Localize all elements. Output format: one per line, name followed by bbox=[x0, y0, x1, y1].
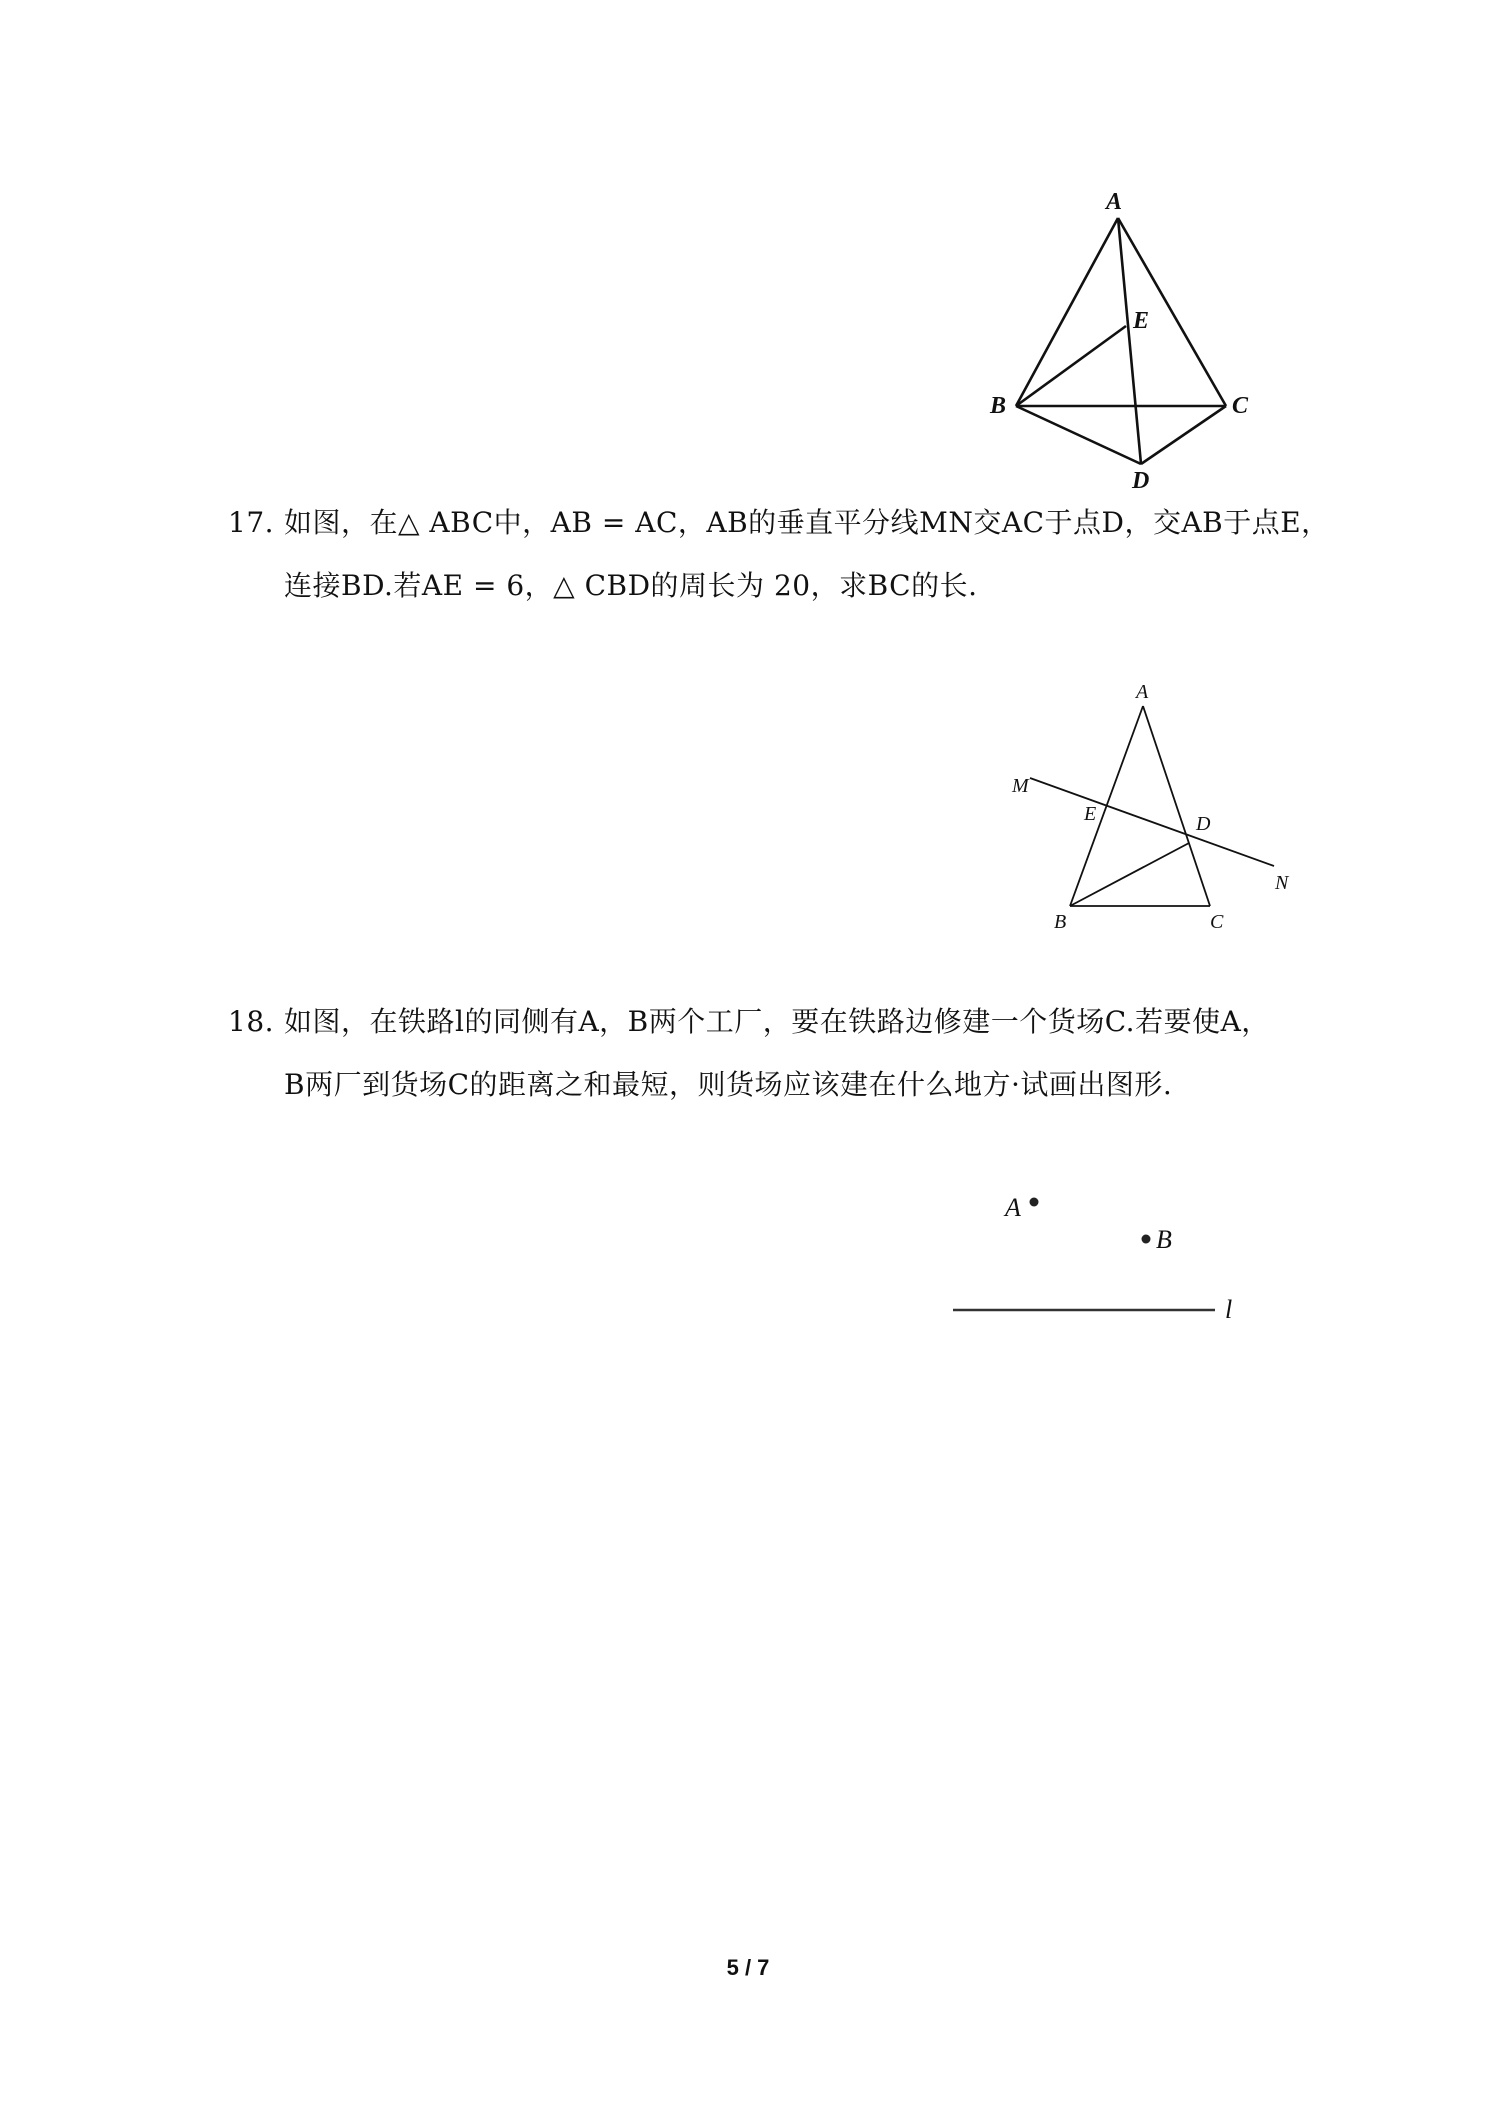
figure-triangle-abcd bbox=[970, 180, 1290, 500]
point-a bbox=[1030, 1198, 1039, 1207]
segment-ad bbox=[1118, 218, 1141, 464]
figure-railway-svg bbox=[945, 1180, 1265, 1340]
segment-cd bbox=[1141, 406, 1226, 464]
point-b bbox=[1142, 1235, 1151, 1244]
figure-triangle-abcd-svg bbox=[970, 180, 1290, 500]
label-c: C bbox=[1210, 911, 1224, 933]
segment-ab bbox=[1016, 218, 1118, 406]
segment-bd bbox=[1016, 406, 1141, 464]
label-d: D bbox=[1196, 813, 1211, 835]
label-b: B bbox=[990, 393, 1007, 419]
label-a: A bbox=[1106, 189, 1123, 215]
label-a: A bbox=[1005, 1193, 1021, 1222]
question-18-text-1: 如图，在铁路l的同侧有A，B两个工厂，要在铁路边修建一个货场C.若要使A， bbox=[284, 1005, 1270, 1038]
segment-ac bbox=[1143, 706, 1210, 906]
segment-be bbox=[1016, 326, 1126, 406]
line-mn bbox=[1030, 778, 1274, 866]
label-e: E bbox=[1084, 803, 1097, 825]
label-d: D bbox=[1132, 468, 1150, 494]
question-17-text-1: 如图，在△ ABC中，AB = AC，AB的垂直平分线MN交AC于点D，交AB于点E， bbox=[284, 506, 1330, 539]
label-b: B bbox=[1156, 1225, 1172, 1254]
question-18-line-1 bbox=[228, 1002, 1270, 1042]
question-18-line-2 bbox=[228, 1065, 1172, 1105]
page-number: 5 / 7 bbox=[726, 1955, 770, 1980]
label-b: B bbox=[1054, 911, 1067, 933]
segment-bd bbox=[1070, 843, 1189, 906]
figure-perpendicular-bisector-svg bbox=[990, 680, 1300, 940]
label-m: M bbox=[1012, 775, 1029, 797]
label-c: C bbox=[1232, 393, 1249, 419]
question-17-number: 17. bbox=[228, 506, 275, 539]
figure-railway bbox=[945, 1180, 1265, 1340]
figure-perpendicular-bisector bbox=[990, 680, 1300, 940]
question-17-line-2 bbox=[228, 566, 978, 606]
label-e: E bbox=[1133, 308, 1150, 334]
question-17-text-2: 连接BD.若AE = 6，△ CBD的周长为 20，求BC的长. bbox=[284, 569, 978, 602]
label-n: N bbox=[1275, 872, 1289, 894]
question-17-line-1 bbox=[228, 503, 1330, 543]
label-l: l bbox=[1225, 1295, 1233, 1324]
question-18-text-2: B两厂到货场C的距离之和最短，则货场应该建在什么地方·试画出图形. bbox=[284, 1068, 1173, 1101]
question-18-number: 18. bbox=[228, 1005, 275, 1038]
label-a: A bbox=[1136, 681, 1149, 703]
